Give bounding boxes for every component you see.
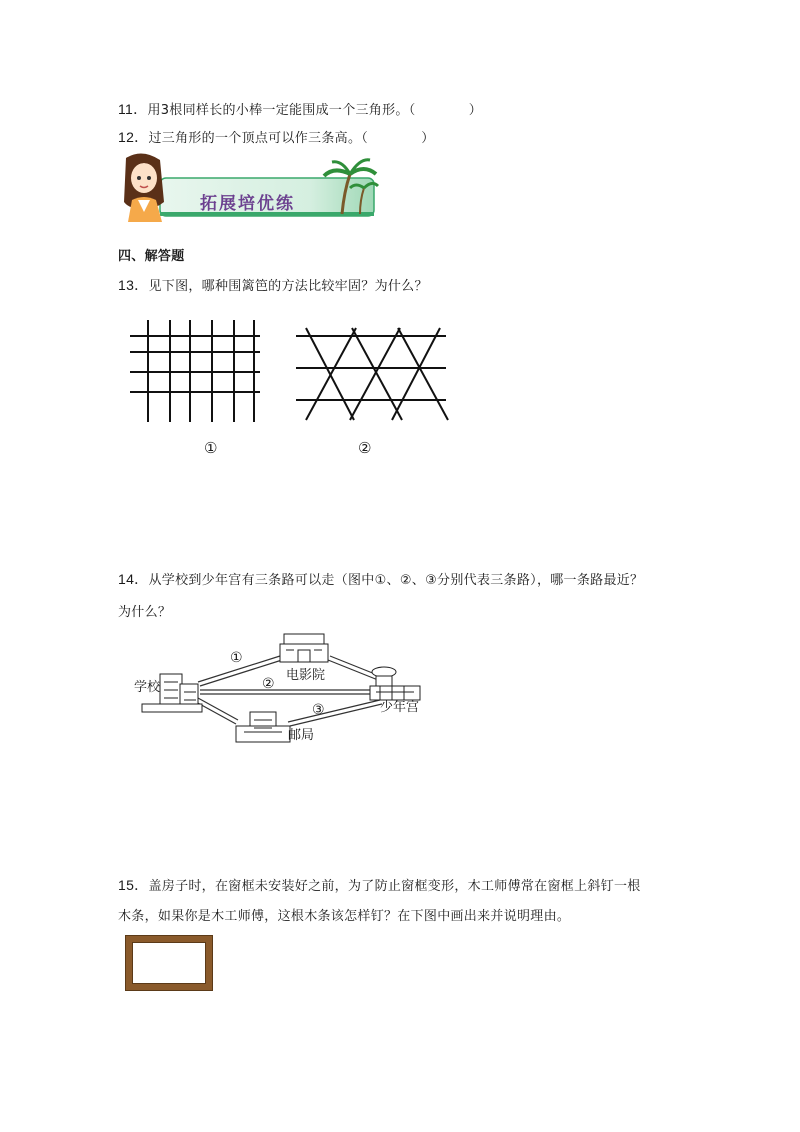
question-14-line-2: 为什么？	[118, 605, 172, 620]
route-1-label: ①	[230, 650, 243, 666]
question-number: 15．	[118, 877, 149, 893]
post-office-label: 邮局	[288, 728, 315, 743]
route-3-label: ③	[312, 702, 325, 718]
girl-illustration-icon	[124, 153, 164, 222]
figure-label-2: ②	[358, 439, 372, 457]
question-11	[118, 100, 482, 120]
question-15-line-1	[118, 876, 641, 896]
cinema-label: 电影院	[286, 668, 326, 683]
question-text: 见下图，哪种围篱笆的方法比较牢固？为什么？	[148, 279, 428, 294]
question-12	[118, 128, 435, 148]
question-13	[118, 276, 428, 296]
cinema-building-icon	[280, 634, 328, 662]
school-label: 学校	[134, 680, 161, 695]
question-text: 过三角形的一个顶点可以作三条高。（ ）	[148, 131, 435, 146]
post-office-building-icon	[236, 712, 290, 742]
question-text: 从学校到少年宫有三条路可以走（图中①、②、③分别代表三条路），哪一条路最近？	[148, 573, 644, 588]
route-2-label: ②	[262, 676, 275, 692]
youth-palace-building-icon	[370, 667, 420, 700]
question-text: 用3根同样长的小棒一定能围成一个三角形。（ ）	[147, 103, 483, 118]
fence-figures	[120, 312, 460, 424]
youth-palace-label: 少年宫	[380, 700, 420, 715]
figure-label-1: ①	[204, 439, 218, 457]
question-14-line-1	[118, 570, 643, 590]
section-title: 四、解答题	[118, 249, 185, 264]
question-text: 盖房子时，在窗框未安装好之前，为了防止窗框变形，木工师傅常在窗框上斜钉一根	[148, 879, 641, 894]
fence-triangle-figure	[296, 328, 448, 420]
route-roads	[196, 656, 382, 726]
question-number: 14．	[118, 571, 149, 587]
question-number: 13．	[118, 277, 149, 293]
extension-practice-banner	[120, 152, 382, 222]
banner-title: 拓展培优练	[200, 194, 295, 214]
route-map	[130, 628, 430, 748]
fence-grid-figure	[130, 320, 260, 422]
question-15-line-2: 木条，如果你是木工师傅，这根木条该怎样钉？在下图中画出来并说明理由。	[118, 909, 571, 924]
question-number: 12．	[118, 129, 149, 145]
window-frame-drawing[interactable]	[126, 936, 212, 990]
question-number: 11．	[118, 101, 148, 117]
